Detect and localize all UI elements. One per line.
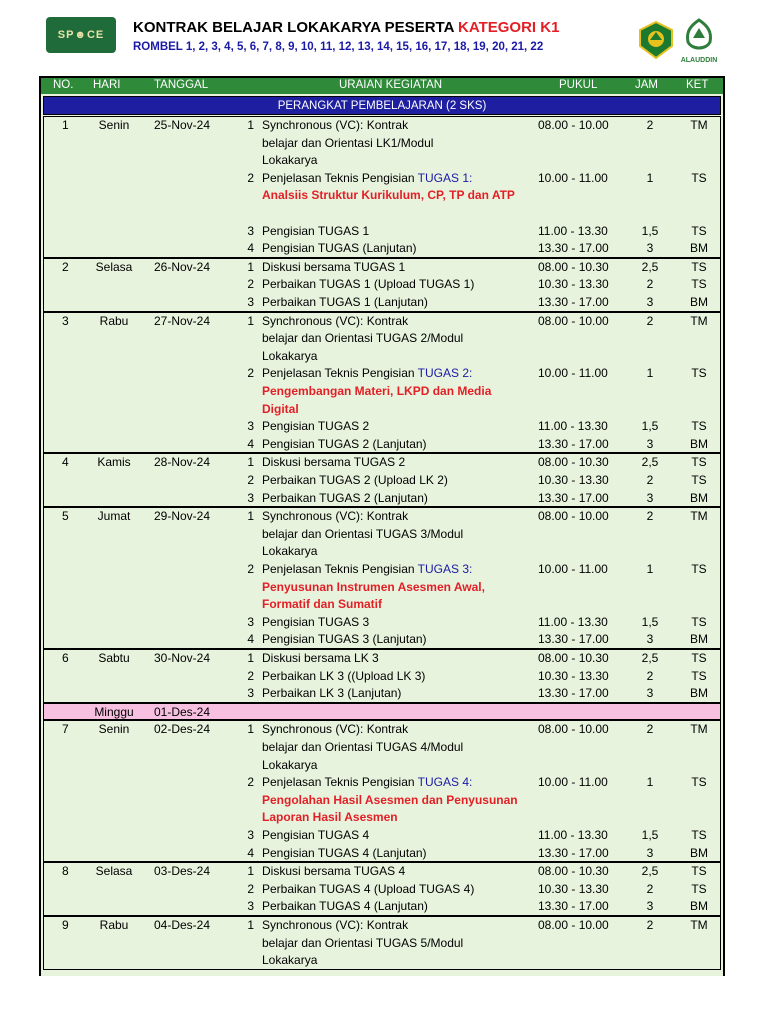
activity-index: 2: [247, 277, 254, 292]
activity-mode: BM: [690, 294, 708, 309]
title-main: KONTRAK BELAJAR LOKAKARYA PESERTA: [133, 19, 459, 36]
col-no: NO.: [53, 79, 74, 91]
activity-hours: 3: [646, 845, 654, 860]
day-name: Rabu: [99, 313, 129, 328]
activity-text: Synchronous (VC): Kontrak: [262, 118, 409, 132]
activity-hours: 1,5: [641, 223, 659, 238]
day-number: 2: [62, 259, 69, 274]
day-number: 7: [62, 722, 69, 737]
day-group: [43, 312, 721, 454]
task-title: Laporan Hasil Asesmen: [262, 810, 398, 825]
day-group: [43, 916, 721, 970]
day-number: 3: [62, 313, 69, 328]
activity-time: 13.30 - 17.00: [538, 686, 609, 701]
activity-mode: TS: [691, 259, 707, 274]
activity-text: Diskusi bersama TUGAS 1: [262, 259, 406, 274]
activity-index: 3: [247, 294, 254, 309]
day-name: Rabu: [99, 918, 129, 932]
day-group: [43, 862, 721, 916]
activity-index: 3: [247, 686, 254, 701]
task-title: Penyusunan Instrumen Asesmen Awal,: [262, 579, 485, 594]
activity-mode: TS: [691, 419, 707, 434]
activity-mode: TM: [690, 918, 708, 932]
kemenag-logo-icon: [636, 20, 676, 60]
activity-hours: 1,5: [641, 827, 659, 842]
activity-time: 08.00 - 10.00: [538, 509, 609, 524]
activity-hours: 2: [646, 472, 654, 487]
activity-time: 10.00 - 11.00: [538, 170, 608, 185]
sunday-row: [43, 703, 721, 721]
activity-hours: 1: [646, 775, 654, 790]
activity-time: 13.30 - 17.00: [538, 436, 609, 451]
activity-time: 08.00 - 10.30: [538, 651, 609, 665]
activity-hours: 1: [646, 170, 654, 185]
activity-text: Perbaikan TUGAS 2 (Upload LK 2): [262, 472, 448, 487]
activity-mode: TM: [690, 313, 708, 328]
activity-text: Synchronous (VC): Kontrak: [262, 313, 409, 328]
activity-text: Pengisian TUGAS (Lanjutan): [262, 241, 417, 256]
alauddin-emblem-icon: [678, 18, 720, 54]
activity-text: [262, 170, 472, 188]
day-name: Jumat: [97, 509, 131, 524]
activity-time: 10.00 - 11.00: [538, 366, 608, 381]
day-date: 26-Nov-24: [154, 259, 211, 274]
activity-time: 10.30 - 13.30: [538, 277, 609, 292]
activity-hours: 2: [646, 881, 654, 896]
activity-time: 10.00 - 11.00: [538, 561, 608, 576]
activity-index: 1: [247, 455, 254, 470]
activity-mode: BM: [690, 632, 708, 647]
activity-text: Perbaikan TUGAS 1 (Lanjutan): [262, 294, 428, 309]
col-tanggal: TANGGAL: [154, 79, 209, 91]
activity-index: 2: [247, 170, 254, 185]
activity-index: 2: [247, 881, 254, 896]
activity-text: Lokakarya: [262, 953, 318, 968]
activity-hours: 3: [646, 632, 654, 647]
activity-text: Diskusi bersama TUGAS 4: [262, 864, 406, 879]
activity-mode: TS: [691, 668, 707, 683]
alauddin-logo: [678, 18, 720, 66]
activity-text: Lokakarya: [262, 544, 318, 559]
table-header: [41, 78, 723, 94]
activity-lead: Penjelasan Teknis Pengisian: [262, 775, 418, 790]
day-name: Selasa: [95, 259, 133, 274]
activity-text: belajar dan Orientasi TUGAS 3/Modul: [262, 526, 464, 541]
activity-text: Pengisian TUGAS 3: [262, 614, 370, 629]
activity-mode: TM: [690, 722, 708, 737]
activity-hours: 3: [646, 899, 654, 914]
day-date: 29-Nov-24: [154, 509, 211, 524]
day-name: Senin: [98, 118, 130, 132]
activity-mode: TS: [691, 366, 707, 381]
activity-index: 2: [247, 775, 254, 790]
activity-time: 08.00 - 10.00: [538, 313, 609, 328]
activity-time: 13.30 - 17.00: [538, 490, 609, 505]
day-number: 4: [62, 455, 69, 470]
activity-index: 1: [247, 118, 254, 132]
task-label: TUGAS 4:: [417, 775, 473, 790]
activity-mode: TS: [691, 651, 707, 665]
activity-mode: BM: [690, 241, 708, 256]
task-label: TUGAS 1:: [417, 170, 473, 185]
activity-mode: TS: [691, 472, 707, 487]
schedule-table: [39, 76, 725, 976]
activity-index: 4: [247, 241, 254, 256]
activity-index: 4: [247, 436, 254, 451]
activity-mode: TS: [691, 881, 707, 896]
activity-text: Synchronous (VC): Kontrak: [262, 722, 409, 737]
space-logo: SP☻CE: [46, 17, 116, 53]
activity-mode: TS: [691, 775, 707, 790]
activity-text: Perbaikan TUGAS 4 (Upload TUGAS 4): [262, 881, 475, 896]
day-name: Senin: [98, 722, 130, 737]
activity-time: 11.00 - 13.30: [538, 223, 608, 238]
day-group: [43, 507, 721, 649]
activity-mode: TS: [691, 170, 707, 185]
activity-text: Pengisian TUGAS 2 (Lanjutan): [262, 436, 427, 451]
activity-text: Pengisian TUGAS 3 (Lanjutan): [262, 632, 427, 647]
day-date: 28-Nov-24: [154, 455, 211, 470]
activity-time: 10.00 - 11.00: [538, 775, 608, 790]
activity-time: 13.30 - 17.00: [538, 632, 609, 647]
activity-hours: 3: [646, 490, 654, 505]
activity-index: 3: [247, 223, 254, 238]
activity-text: Pengisian TUGAS 1: [262, 223, 370, 238]
activity-mode: TS: [691, 561, 707, 576]
activity-text: belajar dan Orientasi TUGAS 4/Modul: [262, 739, 464, 754]
activity-text: belajar dan Orientasi TUGAS 2/Modul: [262, 331, 464, 346]
activity-text: Perbaikan TUGAS 4 (Lanjutan): [262, 899, 428, 914]
task-title: Pengembangan Materi, LKPD dan Media: [262, 383, 492, 398]
activity-time: 11.00 - 13.30: [538, 827, 608, 842]
activity-lead: Penjelasan Teknis Pengisian: [262, 561, 418, 576]
activity-mode: BM: [690, 686, 708, 701]
activity-index: 3: [247, 614, 254, 629]
col-uraian: URAIAN KEGIATAN: [339, 79, 443, 91]
day-number: 5: [62, 509, 69, 524]
activity-hours: 3: [646, 686, 654, 701]
task-title: Analsiis Struktur Kurikulum, CP, TP dan ATP: [262, 188, 515, 203]
activity-mode: TS: [691, 864, 707, 879]
activity-text: belajar dan Orientasi LK1/Modul: [262, 135, 434, 150]
activity-text: Synchronous (VC): Kontrak: [262, 509, 409, 524]
activity-time: 13.30 - 17.00: [538, 899, 609, 914]
activity-text: [262, 774, 472, 792]
activity-text: [262, 561, 472, 579]
activity-hours: 2: [646, 918, 654, 932]
activity-mode: BM: [690, 845, 708, 860]
activity-mode: TS: [691, 277, 707, 292]
activity-text: Perbaikan TUGAS 2 (Lanjutan): [262, 490, 428, 505]
activity-hours: 3: [646, 294, 654, 309]
day-date: 27-Nov-24: [154, 313, 211, 328]
activity-time: 13.30 - 17.00: [538, 294, 609, 309]
activity-index: 1: [247, 313, 254, 328]
page-title: [133, 19, 559, 36]
activity-index: 1: [247, 918, 254, 932]
activity-text: Lokakarya: [262, 757, 318, 772]
day-date: 02-Des-24: [154, 722, 211, 737]
activity-index: 4: [247, 632, 254, 647]
col-jam: JAM: [635, 79, 658, 91]
activity-index: 3: [247, 419, 254, 434]
activity-mode: TS: [691, 614, 707, 629]
col-ket: KET: [686, 79, 709, 91]
activity-hours: 2: [646, 722, 654, 737]
activity-index: 2: [247, 561, 254, 576]
activity-index: 2: [247, 366, 254, 381]
activity-text: Lokakarya: [262, 153, 318, 168]
activity-index: 3: [247, 899, 254, 914]
activity-hours: 2: [646, 509, 654, 524]
activity-index: 1: [247, 509, 254, 524]
activity-time: 10.30 - 13.30: [538, 472, 609, 487]
day-number: 6: [62, 651, 69, 665]
activity-mode: TS: [691, 455, 707, 470]
activity-hours: 2,5: [641, 864, 659, 879]
activity-text: Diskusi bersama LK 3: [262, 651, 379, 665]
activity-mode: BM: [690, 436, 708, 451]
day-group: [43, 720, 721, 862]
day-group: [43, 453, 721, 507]
activity-mode: TS: [691, 223, 707, 238]
activity-index: 4: [247, 845, 254, 860]
activity-hours: 1: [646, 561, 654, 576]
day-number: 9: [62, 918, 69, 932]
activity-text: Perbaikan TUGAS 1 (Upload TUGAS 1): [262, 277, 475, 292]
activity-hours: 3: [646, 436, 654, 451]
task-label: TUGAS 2:: [417, 366, 473, 381]
activity-mode: BM: [690, 899, 708, 914]
activity-text: Pengisian TUGAS 4: [262, 827, 370, 842]
section-title: PERANGKAT PEMBELAJARAN (2 SKS): [43, 96, 721, 115]
activity-text: Perbaikan LK 3 ((Upload LK 3): [262, 668, 426, 683]
activity-time: 13.30 - 17.00: [538, 845, 609, 860]
activity-time: 10.30 - 13.30: [538, 881, 609, 896]
activity-index: 1: [247, 722, 254, 737]
activity-hours: 1: [646, 366, 654, 381]
activity-index: 2: [247, 472, 254, 487]
col-hari: HARI: [93, 79, 121, 91]
activity-mode: BM: [690, 490, 708, 505]
alauddin-logo-text: ALAUDDIN: [680, 57, 718, 64]
activity-mode: TM: [690, 509, 708, 524]
day-date: 03-Des-24: [154, 864, 211, 879]
activity-hours: 2,5: [641, 651, 659, 665]
day-number: 1: [62, 118, 69, 132]
activity-text: Synchronous (VC): Kontrak: [262, 918, 409, 932]
task-title: Digital: [262, 401, 299, 416]
day-date: 25-Nov-24: [154, 118, 211, 132]
activity-time: 08.00 - 10.30: [538, 259, 609, 274]
task-title: Formatif dan Sumatif: [262, 597, 383, 612]
day-name: Kamis: [97, 455, 131, 470]
day-name: Selasa: [95, 864, 133, 879]
activity-time: 08.00 - 10.30: [538, 455, 609, 470]
activity-time: 08.00 - 10.30: [538, 864, 609, 879]
activity-index: 1: [247, 259, 254, 274]
day-date: 30-Nov-24: [154, 651, 211, 665]
task-title: Pengolahan Hasil Asesmen dan Penyusunan: [262, 792, 518, 807]
activity-time: 11.00 - 13.30: [538, 419, 608, 434]
activity-lead: Penjelasan Teknis Pengisian: [262, 366, 418, 381]
activity-hours: 2: [646, 313, 654, 328]
activity-index: 1: [247, 864, 254, 879]
activity-time: 13.30 - 17.00: [538, 241, 609, 256]
activity-text: Perbaikan LK 3 (Lanjutan): [262, 686, 402, 701]
activity-text: Diskusi bersama TUGAS 2: [262, 455, 406, 470]
activity-lead: Penjelasan Teknis Pengisian: [262, 170, 418, 185]
activity-hours: 2: [646, 277, 654, 292]
activity-mode: TM: [690, 118, 708, 132]
activity-text: Pengisian TUGAS 2: [262, 419, 370, 434]
activity-time: 08.00 - 10.00: [538, 118, 609, 132]
task-label: TUGAS 3:: [417, 561, 473, 576]
activity-index: 1: [247, 651, 254, 665]
day-group: [43, 649, 721, 703]
activity-hours: 2,5: [641, 259, 659, 274]
activity-text: [262, 365, 472, 383]
col-pukul: PUKUL: [559, 79, 598, 91]
activity-text: Pengisian TUGAS 4 (Lanjutan): [262, 845, 427, 860]
day-group: [43, 116, 721, 258]
activity-index: 2: [247, 668, 254, 683]
activity-time: 11.00 - 13.30: [538, 614, 608, 629]
activity-time: 10.30 - 13.30: [538, 668, 609, 683]
title-category: KATEGORI K1: [458, 19, 560, 36]
activity-index: 3: [247, 827, 254, 842]
day-number: 8: [62, 864, 69, 879]
activity-time: 08.00 - 10.00: [538, 918, 609, 932]
activity-hours: 2: [646, 118, 654, 132]
activity-hours: 2,5: [641, 455, 659, 470]
activity-hours: 3: [646, 241, 654, 256]
activity-mode: TS: [691, 827, 707, 842]
day-group: [43, 258, 721, 312]
day-name: Sabtu: [98, 651, 130, 665]
activity-text: belajar dan Orientasi TUGAS 5/Modul: [262, 935, 464, 950]
activity-time: 08.00 - 10.00: [538, 722, 609, 737]
activity-hours: 2: [646, 668, 654, 683]
day-date: 04-Des-24: [154, 918, 211, 932]
day-name: Minggu: [94, 704, 134, 719]
activity-text: Lokakarya: [262, 348, 318, 363]
day-date: 01-Des-24: [154, 704, 211, 719]
page-subtitle: ROMBEL 1, 2, 3, 4, 5, 6, 7, 8, 9, 10, 11, 12, 13, 14, 15, 16, 17, 18, 19, 20, 21, 22: [133, 41, 544, 53]
activity-hours: 1,5: [641, 614, 659, 629]
activity-index: 3: [247, 490, 254, 505]
activity-hours: 1,5: [641, 419, 659, 434]
